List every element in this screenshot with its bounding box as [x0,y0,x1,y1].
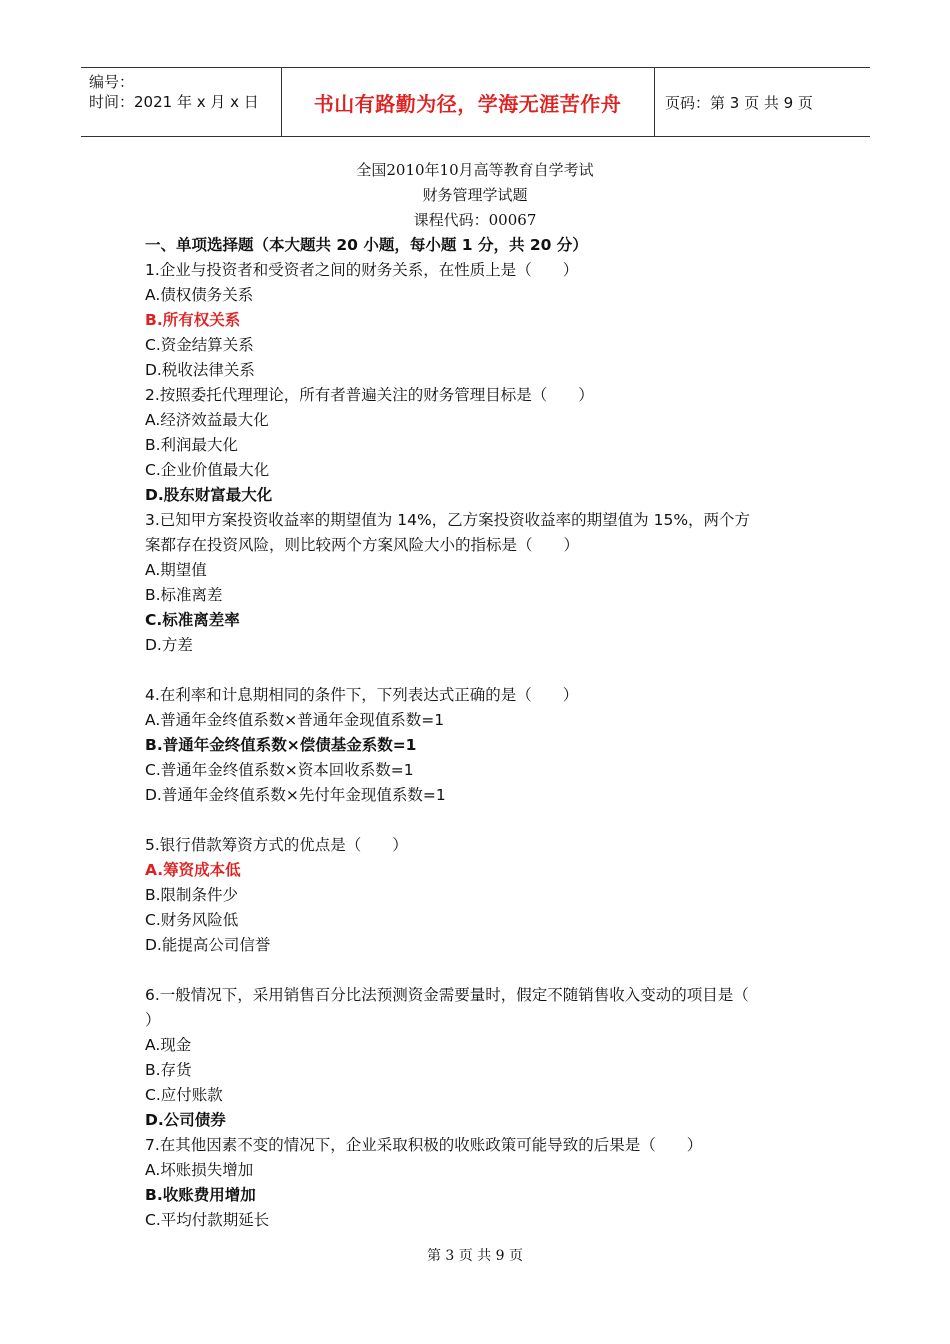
option: C.企业价值最大化 [145,461,270,479]
exam-title: 全国2010年10月高等教育自学考试 [356,161,594,179]
option-answer: D.公司债券 [145,1111,226,1129]
spacer [145,808,815,833]
option: A.债权债务关系 [145,286,254,304]
option: C.平均付款期延长 [145,1211,270,1229]
header-page-info: 页码：第 3 页 共 9 页 [665,93,813,112]
option: C.应付账款 [145,1086,223,1104]
header-motto-cell [281,68,655,136]
option: D.方差 [145,636,193,654]
question-stem-continued: 案都存在投资风险，则比较两个方案风险大小的指标是（ ） [145,536,580,554]
question-stem: 7.在其他因素不变的情况下，企业采取积极的收账政策可能导致的后果是（ ） [145,1136,703,1154]
question-body [145,233,815,1233]
question-stem: 3.已知甲方案投资收益率的期望值为 14%，乙方案投资收益率的期望值为 15%，两个方 [145,511,751,529]
option: D.能提高公司信誉 [145,936,271,954]
document-number-label: 编号： [89,73,135,91]
option: A.现金 [145,1036,192,1054]
option: B.利润最大化 [145,436,239,454]
question-stem: 6.一般情况下，采用销售百分比法预测资金需要量时，假定不随销售收入变动的项目是（ [145,986,749,1004]
header-meta [81,68,282,136]
course-code: 课程代码：00067 [413,211,537,229]
option: A.普通年金终值系数×普通年金现值系数=1 [145,711,445,729]
page-header [81,67,870,137]
option: C.财务风险低 [145,911,239,929]
option: A.经济效益最大化 [145,411,269,429]
option: B.标准离差 [145,586,223,604]
question-stem: 5.银行借款筹资方式的优点是（ ） [145,836,408,854]
exam-subject: 财务管理学试题 [422,186,528,204]
option: C.资金结算关系 [145,336,254,354]
header-motto: 书山有路勤为径，学海无涯苦作舟 [313,91,622,116]
option-answer: B.所有权关系 [145,311,241,329]
question-stem: 2.按照委托代理理论，所有者普遍关注的财务管理目标是（ ） [145,386,594,404]
section-heading: 一、单项选择题（本大题共 20 小题，每小题 1 分，共 20 分） [145,236,588,254]
option: D.税收法律关系 [145,361,255,379]
option: C.普通年金终值系数×资本回收系数=1 [145,761,414,779]
spacer [145,658,815,683]
option: B.限制条件少 [145,886,239,904]
question-stem: 4.在利率和计息期相同的条件下，下列表达式正确的是（ ） [145,686,579,704]
spacer [145,958,815,983]
option: D.普通年金终值系数×先付年金现值系数=1 [145,786,446,804]
option-answer: B.收账费用增加 [145,1186,256,1204]
header-page-cell [655,68,870,136]
option: A.坏账损失增加 [145,1161,254,1179]
question-stem-continued: ） [145,1011,161,1029]
option-answer: A.筹资成本低 [145,861,241,879]
option-answer: C.标准离差率 [145,611,240,629]
option-answer: D.股东财富最大化 [145,486,273,504]
exam-title-block [0,158,950,233]
option: A.期望值 [145,561,207,579]
page-footer: 第 3 页 共 9 页 [426,1248,524,1264]
document-time-label: 时间：2021 年 x 月 x 日 [89,93,259,111]
option-answer: B.普通年金终值系数×偿债基金系数=1 [145,736,417,754]
option: B.存货 [145,1061,192,1079]
question-stem: 1.企业与投资者和受资者之间的财务关系，在性质上是（ ） [145,261,579,279]
